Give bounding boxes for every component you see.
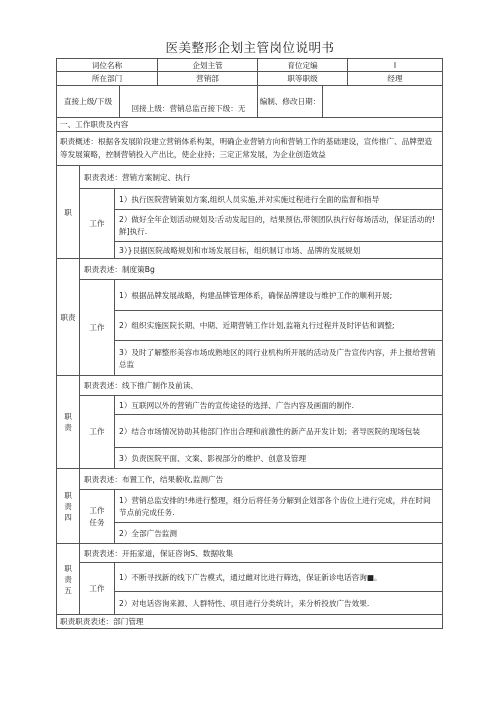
duty-4-item-2: 2）全部广告监测 [119, 528, 177, 538]
duty-2-item-1: 1）根据品牌发展战略，构建品牌管理体系，确保品牌建设与维护工作的顺利开展; [115, 280, 442, 311]
label-grade: 职等职级 [257, 72, 347, 85]
value-superior: 回接上级：营销总监百接下级：无 [119, 86, 257, 117]
duty-4-label-char-1: 职 [64, 490, 72, 500]
section-header: 一、工作职贵及内容 [60, 120, 129, 129]
duty-section-5 [56, 544, 443, 615]
duty-4-label-char-2: 责 [64, 501, 72, 511]
duty-5-label [57, 544, 80, 614]
label-edit-date: 编制、修改日期： [257, 86, 322, 117]
value-headcount: I [347, 59, 442, 71]
duty-5-item-1: 1）不断寻找新的线下广告模式，通过雌对比进行筛选，保证新诊电话咨询■。 [115, 563, 442, 592]
duty-section-3 [56, 376, 443, 469]
duty-section-2 [56, 259, 443, 376]
duty-3-sub-label: 工作 [80, 396, 115, 468]
duty-5-label-char-1: 职 [64, 563, 72, 573]
duty-3-heading: 职责表述：线下推广制作及前读、 [80, 376, 442, 396]
label-position-name: 词位名称 [91, 60, 123, 70]
last-duty-heading: 职责职责表述：部门管理 [60, 617, 144, 626]
last-duty-row [56, 615, 443, 629]
duty-1-item-1: 1）执行医院营销策划方案,组织人员实施,并对实施过程进行全面的监督和指导 [115, 189, 442, 210]
duty-5-label-char-3: 五 [64, 585, 72, 595]
duty-1-label [57, 166, 80, 258]
duty-1-heading: 职责表述：营销方案制定、执行 [80, 166, 442, 189]
duty-4-item-1: 1）营销总监安排的!弗进行整理，细分后将任务分解到企划部各个齿位上进行完成，并在时间节点前完成任务. [115, 490, 442, 523]
label-headcount: 育位定编 [257, 59, 347, 71]
document-title: 医美整形企划主管岗位说明书 [165, 40, 335, 55]
value-position-name: 企划主管 [157, 59, 257, 71]
value-grade: 经理 [347, 72, 442, 85]
duty-3-item-2: 2）结合市场情况协助其他部门作出合理和前激性的新产品开发计划；者导医院的现场包装 [115, 415, 442, 448]
section-header-row [56, 118, 443, 132]
duty-1-item-3: 3）}艮据医院战略规划和市场发展目标，组织制订市场、品牌的发展规划 [119, 245, 361, 255]
responsibility-overview: 职责概述：根据各发展阶段建立营销体系构架，明确企业营销方向和营销工作的基础建设，宣传推广、品牌塑造等发展策略，控制营销投入产出比，使企业持；三定正常发展，为企业创造效益 [60, 137, 433, 159]
duty-5-item-2: 2）对电话咨询来源、人群特性、项目进行分类统计，来分析投放广告效果. [119, 598, 370, 608]
duty-2-heading: 职责表述：制度策Bg [80, 259, 442, 280]
duty-4-label-char-3: 四 [64, 512, 72, 522]
duty-3-label [57, 376, 80, 468]
info-row-superior [56, 86, 443, 118]
job-description-table [56, 58, 443, 629]
duty-1-item-2: 2）做好全年企划活动规划及∶舌动发起目的，结果预估,带领团队执行好每场活动，保证活动的!鮮]执行. [115, 210, 442, 242]
duty-section-1 [56, 166, 443, 259]
duty-1-sub-label: 工作 [80, 189, 115, 258]
info-row-position [56, 58, 443, 72]
duty-3-item-3: 3）负责医院平面、文案、影视部分的维护、创意及管理 [119, 453, 307, 463]
duty-5-heading: 职责表述：开拓家道，保证咨询S、数据收集 [80, 544, 442, 563]
duty-4-sub-label: 工作 任务 [80, 490, 115, 543]
duty-2-label [57, 259, 80, 375]
duty-5-sub-label: 工作 [80, 563, 115, 614]
value-department: 营销部 [157, 72, 257, 85]
info-row-department [56, 72, 443, 86]
label-department: 所在部门 [91, 74, 123, 83]
duty-3-item-1: 1）互联网以外的营销广告的宣传途径的选择、广告内容及画面的制作. [115, 396, 442, 415]
duty-1-label-char: 职 [64, 207, 72, 217]
label-superior: 直接上级/下级 [63, 97, 113, 106]
duty-5-label-char-2: 责 [64, 574, 72, 584]
duty-4-label [57, 469, 80, 543]
duty-section-4 [56, 469, 443, 544]
duty-2-sub-label: 工作 [80, 280, 115, 375]
duty-3-label-char-2: 责 [64, 423, 72, 432]
duty-2-item-2: 2）组织实施医院长期、中期、近期营销工作计划,监箱丸行过程并及时评估和调整; [115, 311, 442, 341]
duty-2-label-char: 职责 [60, 312, 76, 322]
overview-row [56, 132, 443, 166]
duty-2-item-3: 3）及时了解整形美容市场成熟地区的同行业机构所开展的活动及广告宣传内容，并上报给营销总监 [119, 347, 436, 369]
duty-3-label-char-1: 职 [64, 412, 72, 421]
value-edit-date [322, 86, 442, 117]
duty-4-heading: 职责表述：布置工作，结果薮收,监测广告 [80, 469, 442, 490]
